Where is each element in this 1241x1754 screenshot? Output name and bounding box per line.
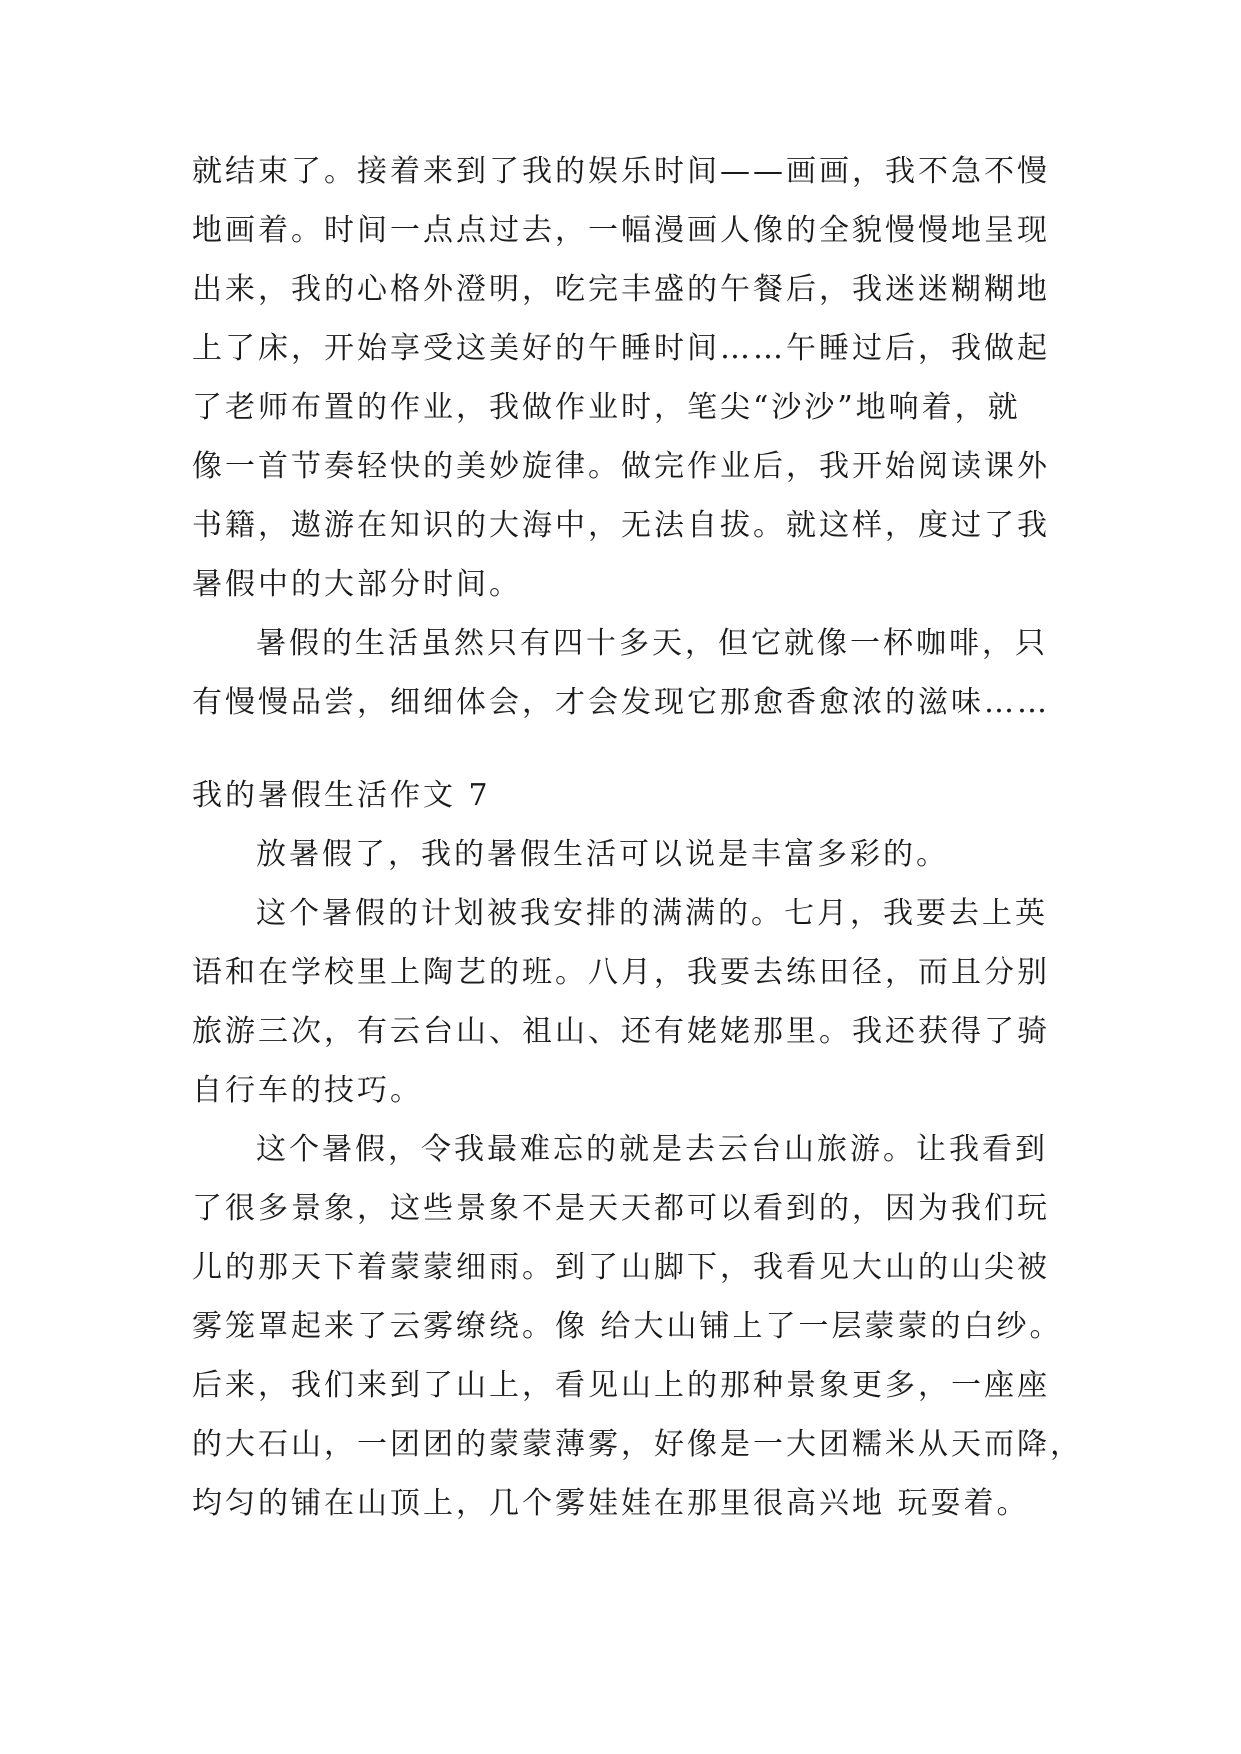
essay-7-paragraph-3	[192, 1120, 1083, 1533]
text-line: 雾笼罩起来了云雾缭绕。像 给大山铺上了一层蒙蒙的白纱。	[192, 1309, 1063, 1344]
text-line: 的大石山，一团团的蒙蒙薄雾，好像是一大团糯米从天而降，	[192, 1427, 1083, 1462]
text-line: 书籍，遨游在知识的大海中，无法自拔。就这样，度过了我	[192, 508, 1050, 543]
text-line: 后来，我们来到了山上，看见山上的那种景象更多，一座座	[192, 1368, 1050, 1403]
text-line: 旅游三次，有云台山、祖山、还有姥姥那里。我还获得了骑	[192, 1014, 1050, 1049]
text-line: 了很多景象，这些景象不是天天都可以看到的，因为我们玩	[192, 1191, 1050, 1226]
text-line: 地画着。时间一点点过去，一幅漫画人像的全貌慢慢地呈现	[192, 213, 1050, 248]
text-line: 这个暑假的计划被我安排的满满的。七月，我要去上英	[256, 896, 1048, 931]
text-line: 自行车的技巧。	[192, 1073, 423, 1108]
text-line: 像一首节奏轻快的美妙旋律。做完作业后，我开始阅读课外	[192, 449, 1050, 484]
essay-title: 我的暑假生活作文 7	[192, 778, 491, 813]
previous-essay-paragraph-1	[192, 142, 1062, 614]
text-line: 儿的那天下着蒙蒙细雨。到了山脚下，我看见大山的山尖被	[192, 1250, 1050, 1285]
text-line: 暑假中的大部分时间。	[192, 567, 522, 602]
previous-essay-paragraph-2	[192, 614, 1062, 732]
text-line: 出来，我的心格外澄明，吃完丰盛的午餐后，我迷迷糊糊地	[192, 272, 1050, 307]
text-line: 就结束了。接着来到了我的娱乐时间——画画，我不急不慢	[192, 154, 1050, 189]
text-line: 暑假的生活虽然只有四十多天，但它就像一杯咖啡，只	[256, 626, 1048, 661]
essay-7-paragraph-1	[192, 825, 1062, 884]
text-line: 了老师布置的作业，我做作业时，笔尖“沙沙”地响着，就	[192, 390, 1021, 425]
text-line: 这个暑假，令我最难忘的就是去云台山旅游。让我看到	[256, 1132, 1048, 1167]
text-line: 上了床，开始享受这美好的午睡时间……午睡过后，我做起	[192, 331, 1050, 366]
text-line: 均匀的铺在山顶上，几个雾娃娃在那里很高兴地 玩耍着。	[192, 1486, 1030, 1521]
text-line: 有慢慢品尝，细细体会，才会发现它那愈香愈浓的滋味……	[192, 685, 1050, 720]
essay-7-paragraph-2	[192, 884, 1062, 1120]
text-line: 放暑假了，我的暑假生活可以说是丰富多彩的。	[256, 837, 949, 872]
text-line: 语和在学校里上陶艺的班。八月，我要去练田径，而且分别	[192, 955, 1050, 990]
